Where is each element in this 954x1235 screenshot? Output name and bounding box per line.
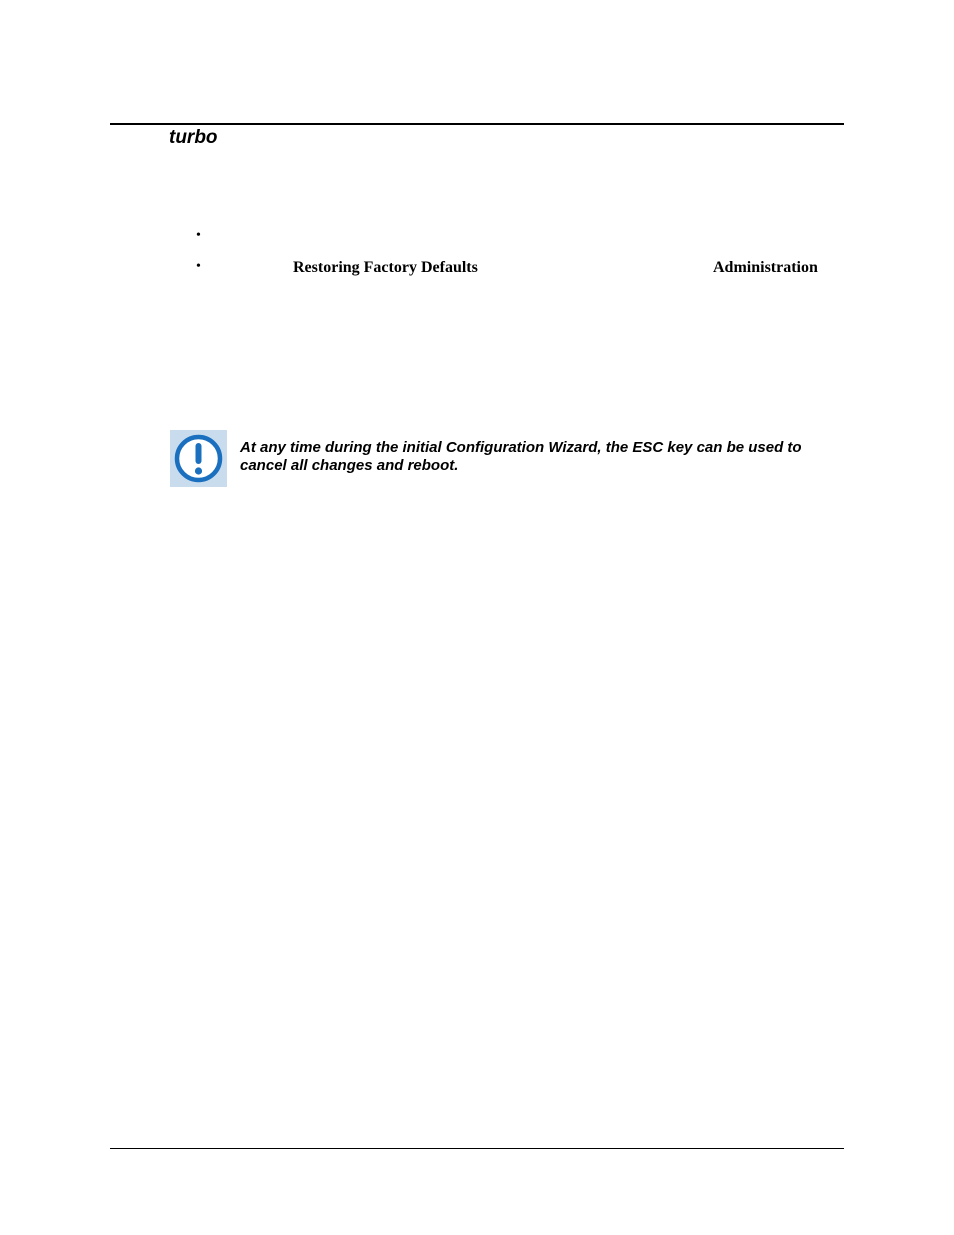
important-exclamation-icon: [170, 430, 227, 487]
administration-reference: Administration: [713, 259, 818, 276]
note-text: At any time during the initial Configuration Wizard, the ESC key can be used to cancel all changes and reboot.: [240, 439, 802, 474]
section-heading: turbo: [169, 127, 218, 148]
header-rule: [110, 123, 844, 125]
bullet-marker: •: [196, 259, 201, 274]
bullet-marker: •: [196, 228, 201, 243]
restoring-factory-defaults-reference: Restoring Factory Defaults: [293, 259, 478, 276]
footer-rule: [110, 1148, 844, 1149]
